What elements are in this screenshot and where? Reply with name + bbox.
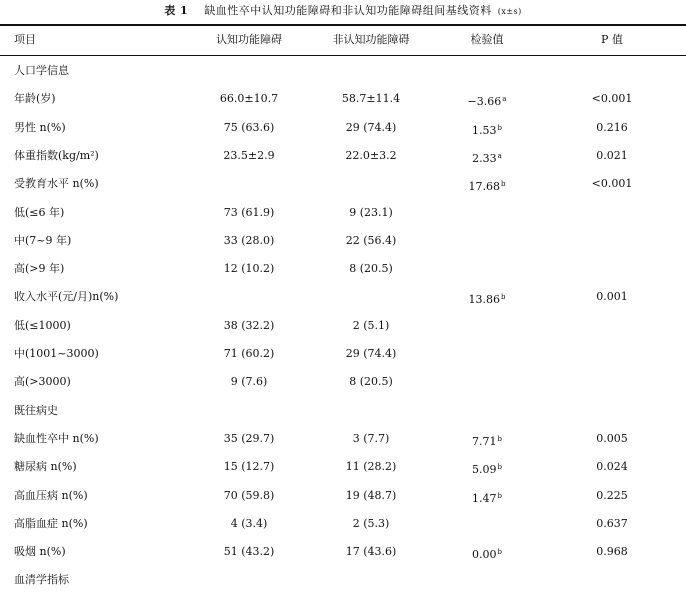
test-value-number: 17.68 [468, 180, 500, 194]
table-row [0, 142, 686, 170]
cell-non-cognitive-impairment: 9 (23.1) [349, 205, 393, 219]
row-label: 受教育水平 n(%) [14, 177, 99, 191]
header-test-value: 检验值 [470, 33, 504, 46]
test-value-superscript: a [497, 151, 502, 160]
cell-cognitive-impairment: 35 (29.7) [223, 431, 275, 445]
cell-test-value [452, 482, 522, 513]
table-row [0, 57, 686, 85]
row-label: 中(7~9 年) [14, 233, 72, 247]
cell-non-cognitive-impairment: 19 (48.7) [345, 488, 397, 502]
cell-test-value [452, 142, 522, 173]
table-row [0, 340, 686, 368]
cell-non-cognitive-impairment: 17 (43.6) [345, 545, 397, 559]
row-label: 男性 n(%) [14, 120, 66, 134]
cell-p-value: 0.637 [596, 516, 628, 530]
row-label: 缺血性卒中 n(%) [14, 431, 99, 445]
cell-non-cognitive-impairment: 8 (20.5) [349, 262, 393, 276]
cell-non-cognitive-impairment: 2 (5.1) [352, 318, 390, 332]
cell-non-cognitive-impairment: 3 (7.7) [352, 431, 390, 445]
cell-cognitive-impairment: 71 (60.2) [223, 347, 275, 360]
cell-cognitive-impairment: 15 (12.7) [223, 460, 275, 474]
cell-non-cognitive-impairment: 22 (56.4) [345, 233, 397, 247]
cell-non-cognitive-impairment: 58.7±11.4 [341, 92, 401, 106]
test-value-number: 13.86 [468, 293, 500, 307]
row-label: 高脂血症 n(%) [14, 516, 88, 530]
test-value-number: 0.00 [472, 548, 497, 562]
table-row [0, 566, 686, 594]
table-row [0, 538, 686, 566]
cell-test-value [452, 453, 522, 484]
table-row [0, 85, 686, 113]
cell-test-value [452, 312, 522, 343]
cell-cognitive-impairment: 51 (43.2) [223, 545, 275, 559]
header-non-cognitive-impairment: 非认知功能障碍 [332, 33, 410, 46]
test-value-number: 2.33 [472, 151, 497, 165]
cell-p-value: <0.001 [591, 177, 633, 191]
cell-test-value [452, 57, 522, 88]
row-label: 低(≤1000) [14, 318, 71, 332]
table-row [0, 255, 686, 283]
cell-test-value [452, 425, 522, 456]
table-number: 表 1 [164, 4, 189, 17]
test-value-superscript: b [501, 293, 506, 302]
cell-non-cognitive-impairment: 22.0±3.2 [345, 148, 397, 162]
cell-test-value [452, 227, 522, 258]
cell-non-cognitive-impairment: 29 (74.4) [345, 120, 397, 134]
row-label: 高(>3000) [14, 375, 71, 389]
cell-cognitive-impairment: 23.5±2.9 [223, 148, 275, 162]
header-rule [0, 55, 686, 56]
cell-test-value [452, 566, 522, 597]
cell-cognitive-impairment: 4 (3.4) [230, 516, 268, 530]
row-label: 高血压病 n(%) [14, 488, 88, 502]
table-row [0, 368, 686, 396]
cell-test-value [452, 283, 522, 314]
cell-test-value [452, 114, 522, 145]
cell-test-value [452, 255, 522, 286]
row-label: 糖尿病 n(%) [14, 460, 77, 474]
cell-non-cognitive-impairment: 2 (5.3) [352, 516, 390, 530]
test-value-number: 1.53 [472, 123, 497, 137]
table-row [0, 227, 686, 255]
cell-cognitive-impairment: 33 (28.0) [223, 233, 275, 247]
cell-cognitive-impairment: 12 (10.2) [223, 262, 275, 276]
cell-non-cognitive-impairment: 29 (74.4) [345, 347, 397, 360]
cell-test-value [452, 170, 522, 201]
table-row [0, 425, 686, 453]
cell-p-value: 0.005 [596, 431, 628, 445]
cell-test-value [452, 510, 522, 541]
cell-cognitive-impairment: 66.0±10.7 [219, 92, 279, 106]
cell-test-value [452, 538, 522, 569]
cell-cognitive-impairment: 38 (32.2) [223, 318, 275, 332]
row-label: 吸烟 n(%) [14, 545, 66, 559]
table-row [0, 482, 686, 510]
table-row [0, 283, 686, 311]
test-value-superscript: a [502, 95, 507, 104]
table-row [0, 199, 686, 227]
cell-p-value: 0.001 [596, 290, 628, 304]
row-label: 高(>9 年) [14, 262, 65, 276]
test-value-superscript: b [497, 548, 502, 557]
table-row [0, 453, 686, 481]
header-item: 项目 [14, 33, 36, 46]
test-value-number: 1.47 [472, 491, 497, 505]
cell-test-value [452, 340, 522, 371]
test-value-superscript: b [501, 180, 506, 189]
row-label: 年龄(岁) [14, 92, 56, 106]
cell-non-cognitive-impairment: 11 (28.2) [345, 460, 397, 474]
cell-cognitive-impairment: 70 (59.8) [223, 488, 275, 502]
table-row [0, 312, 686, 340]
cell-non-cognitive-impairment: 8 (20.5) [349, 375, 393, 389]
test-value-superscript: b [497, 463, 502, 472]
table-row [0, 397, 686, 425]
header-p-value: P 值 [601, 33, 623, 46]
test-value-number: 7.71 [472, 434, 497, 448]
cell-p-value: 0.024 [596, 460, 628, 474]
cell-p-value: 0.216 [596, 120, 628, 134]
test-value-number: −3.66 [467, 95, 502, 109]
header-cognitive-impairment: 认知功能障碍 [216, 33, 282, 46]
row-label: 既往病史 [14, 403, 58, 417]
row-label: 中(1001~3000) [14, 347, 99, 360]
cell-cognitive-impairment: 9 (7.6) [230, 375, 268, 389]
test-value-superscript: b [497, 434, 502, 443]
test-value-superscript: b [497, 123, 502, 132]
table-title-unit: (x±s) [497, 7, 522, 16]
cell-p-value: 0.225 [596, 488, 628, 502]
table-header-row [0, 26, 686, 54]
cell-test-value [452, 368, 522, 399]
table-title: 缺血性卒中认知功能障碍和非认知功能障碍组间基线资料 [204, 4, 492, 17]
table-row [0, 114, 686, 142]
row-label: 低(≤6 年) [14, 205, 65, 219]
row-label: 体重指数(kg/m²) [14, 148, 99, 162]
row-label: 收入水平(元/月)n(%) [14, 290, 119, 304]
row-label: 人口学信息 [14, 64, 69, 77]
cell-p-value: <0.001 [591, 92, 633, 106]
cell-p-value: 0.968 [596, 545, 628, 559]
table-caption [0, 2, 686, 18]
test-value-number: 5.09 [472, 463, 497, 477]
cell-cognitive-impairment: 73 (61.9) [223, 205, 275, 219]
cell-test-value [452, 397, 522, 428]
table-row [0, 510, 686, 538]
row-label: 血清学指标 [14, 573, 69, 587]
cell-cognitive-impairment: 75 (63.6) [223, 120, 275, 134]
test-value-superscript: b [497, 491, 502, 500]
cell-test-value [452, 85, 522, 116]
cell-test-value [452, 199, 522, 230]
cell-p-value: 0.021 [596, 148, 628, 162]
table-row [0, 170, 686, 198]
